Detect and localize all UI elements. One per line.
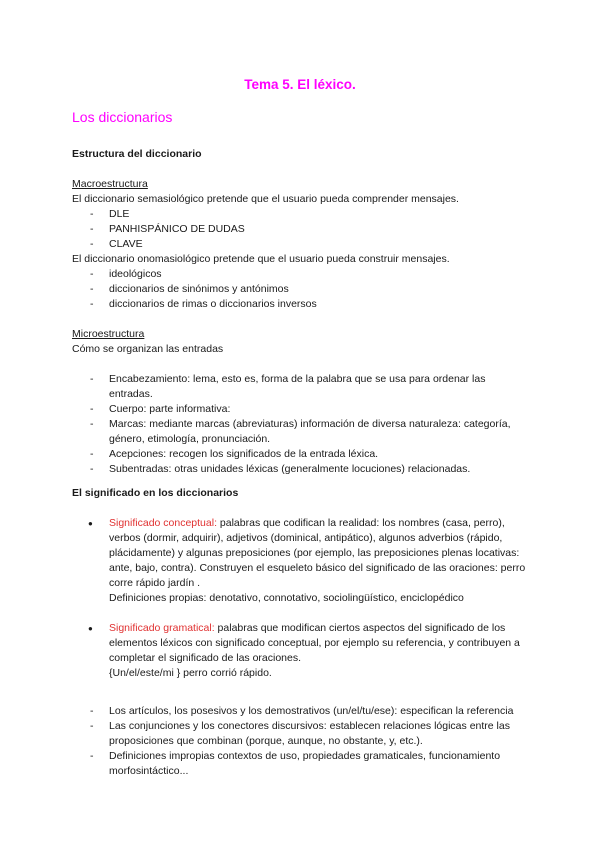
gramatical-text: palabras que modifican ciertos aspectos del significado de los elementos léxicos con significado conceptual, por ejemplo su referencia, y contribuyen a completar el significado de las oraciones. [109,622,520,664]
micro-list [72,372,532,477]
conceptual-label: Significado conceptual: [109,517,217,529]
ono-list [72,267,532,312]
list-item: - diccionarios de sinónimos y antónimos [72,282,532,297]
gramatical-label: Significado gramatical: [109,622,215,634]
conceptual-definitions: Definiciones propias: denotativo, connotativo, sociolingüístico, enciclopédico [109,592,464,604]
document-title: Tema 5. El léxico. [244,77,356,92]
list-item: - Acepciones: recogen los significados de la entrada léxica. [72,447,532,462]
semasiologico-text: El diccionario semasiológico pretende que el usuario pueda comprender mensajes. [72,193,459,205]
list-item: - Los artículos, los posesivos y los demostrativos (un/el/tu/ese): especifican la referencia [72,704,532,719]
list-item: - DLE [72,207,532,222]
section-heading: Los diccionarios [72,109,173,125]
significado-bullets [72,516,532,681]
list-item: - Encabezamiento: lema, esto es, forma de la palabra que se usa para ordenar las entradas. [72,372,532,402]
conceptual-text: palabras que codifican la realidad: los nombres (casa, perro), verbos (dormir, adquirir), adjetivos (dominical, antipático), algunos adverbios (rápido, plácidamente) y algunas preposiciones (por ejemplo, las preposiciones plenas locativas: ante, bajo, contra). Construyen el esqueleto básico del significado de las oraciones: perro corre rápido jardín . [109,517,526,589]
list-item: - PANHISPÁNICO DE DUDAS [72,222,532,237]
gramatical-item [72,621,532,681]
conceptual-item [72,516,532,606]
list-item: - Definiciones impropias contextos de uso, propiedades gramaticales, funcionamiento morfosintáctico... [72,749,532,779]
estructura-section [72,147,532,477]
onomasiologico-text: El diccionario onomasiológico pretende que el usuario pueda construir mensajes. [72,253,450,265]
list-item: - Cuerpo: parte informativa: [72,402,532,417]
list-item: - CLAVE [72,237,532,252]
gramatical-list [72,704,532,779]
significado-heading: El significado en los diccionarios [72,487,239,499]
list-item: - diccionarios de rimas o diccionarios inversos [72,297,532,312]
micro-intro: Cómo se organizan las entradas [72,343,224,355]
estructura-heading: Estructura del diccionario [72,148,202,160]
list-item: - ideológicos [72,267,532,282]
list-item: - Las conjunciones y los conectores discursivos: establecen relaciones lógicas entre las proposiciones que combinan (porque, aunque, no obstante, y, etc.). [72,719,532,749]
list-item: - Marcas: mediante marcas (abreviaturas) información de diversa naturaleza: categoría, género, etimología, pronunciación. [72,417,532,447]
significado-section [72,486,532,779]
list-item: - Subentradas: otras unidades léxicas (generalmente locuciones) relacionadas. [72,462,532,477]
sem-list [72,207,532,252]
gramatical-example: {Un/el/este/mi } perro corrió rápido. [109,667,272,679]
macro-heading: Macroestructura [72,178,148,190]
micro-heading: Microestructura [72,328,145,340]
